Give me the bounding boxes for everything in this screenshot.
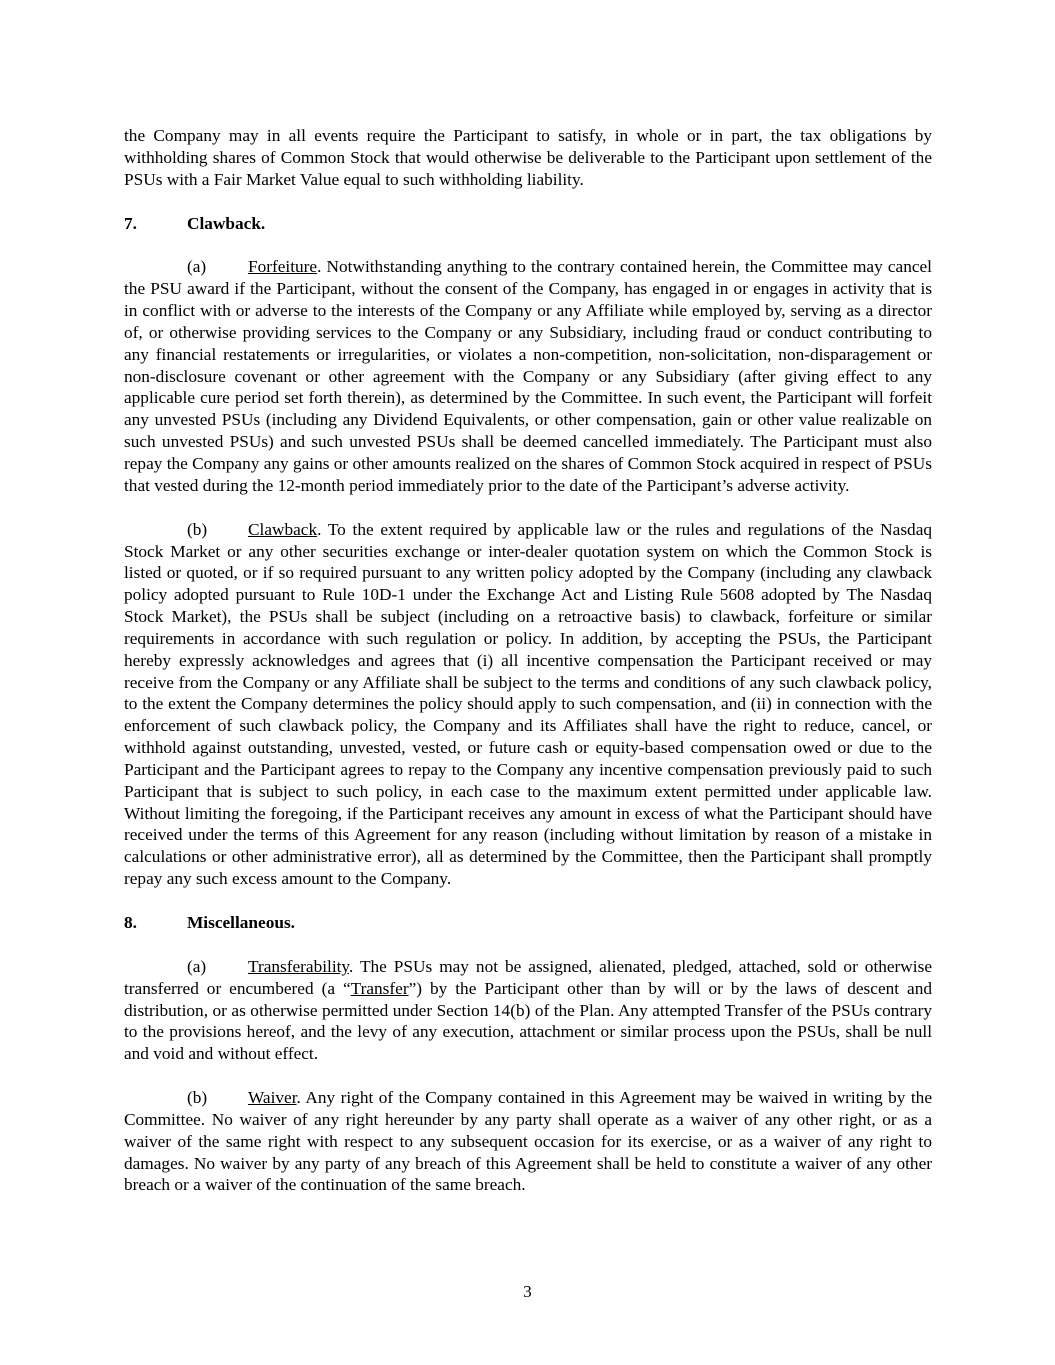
section-7-heading: [124, 213, 932, 235]
section-8a-paragraph: [124, 956, 932, 1065]
page-body: [124, 125, 932, 1196]
page-number: 3: [523, 1282, 532, 1301]
section-8b-paragraph: [124, 1087, 932, 1196]
section-7a-text: . Notwithstanding anything to the contrary contained herein, the Committee may cancel the PSU award if the Participant, without the consent of the Company, has engaged in or engages in activity that is in conflict with or adverse to the interests of the Company or any Affiliate while employed by, serving as a director of, or otherwise providing services to the Company or any Subsidiary, including fraud or conduct contributing to any financial restatements or irregularities, or violates a non-competition, non-solicitation, non-disparagement or non-disclosure covenant or other agreement with the Company or any Subsidiary (after giving effect to any applicable cure period set forth therein), as determined by the Committee. In such event, the Participant will forfeit any unvested PSUs (including any Dividend Equivalents, or other compensation, gain or other value realizable on such unvested PSUs) and such unvested PSUs shall be deemed cancelled immediately. The Participant must also repay the Company any gains or other amounts realized on the shares of Common Stock acquired in respect of PSUs that vested during the 12-month period immediately prior to the date of the Participant’s adverse activity.: [124, 257, 932, 495]
section-7-number: 7.: [124, 213, 137, 233]
section-8-title: Miscellaneous.: [187, 913, 295, 932]
section-7a-term: Forfeiture: [248, 257, 318, 277]
section-8a-label: (a): [187, 956, 207, 976]
section-7b-paragraph: [124, 519, 932, 890]
section-8a-term: Transferability: [248, 956, 349, 976]
section-7b-text: . To the extent required by applicable law or the rules and regulations of the Nasdaq Stock Market or any other securities exchange or inter-dealer quotation system on which the Common Stock is listed or quoted, or if so required pursuant to any written policy adopted by the Company (including any clawback policy adopted pursuant to Rule 10D-1 under the Exchange Act and Listing Rule 5608 adopted by The Nasdaq Stock Market), the PSUs shall be subject (including on a retroactive basis) to clawback, forfeiture or similar requirements in accordance with such regulation or policy. In addition, by accepting the PSUs, the Participant hereby expressly acknowledges and agrees that (i) all incentive compensation the Participant received or may receive from the Company or any Affiliate shall be subject to the terms and conditions of any such clawback policy, to the extent the Company determines the policy should apply to such compensation, and (ii) in connection with the enforcement of such clawback policy, the Company and its Affiliates shall have the right to reduce, cancel, or withhold against outstanding, unvested, vested, or future cash or equity-based compensation owed or due to the Participant and the Participant agrees to repay to the Company any incentive compensation previously paid to such Participant that is subject to such policy, in each case to the maximum extent permitted under applicable law. Without limiting the foregoing, if the Participant receives any amount in excess of what the Participant should have received under the terms of this Agreement for any reason (including without limitation by reason of a mistake in calculations or other administrative error), all as determined by the Committee, then the Participant shall promptly repay any such excess amount to the Company.: [124, 519, 932, 889]
section-7a-paragraph: [124, 256, 932, 496]
section-8-number: 8.: [124, 913, 137, 932]
section-7b-label: (b): [187, 519, 208, 539]
section-7-title: Clawback.: [187, 213, 266, 233]
section-8b-label: (b): [187, 1088, 208, 1108]
intro-paragraph: the Company may in all events require the Participant to satisfy, in whole or in part, the tax obligations by withholding shares of Common Stock that would otherwise be deliverable to the Participant upon settlement of the PSUs with a Fair Market Value equal to such withholding liability.: [124, 126, 932, 189]
section-7a-label: (a): [187, 257, 207, 277]
section-8-heading: [124, 912, 932, 934]
section-8a-defined-term: Transfer: [350, 978, 409, 998]
section-8b-text: . Any right of the Company contained in this Agreement may be waived in writing by the Committee. No waiver of any right hereunder by any party shall operate as a waiver of any other right, or as a waiver of the same right with respect to any subsequent occasion for its exercise, or as a waiver of any right to damages. No waiver by any party of any breach of this Agreement shall be held to constitute a waiver of any other breach or a waiver of the continuation of the same breach.: [124, 1088, 932, 1195]
section-8a-text-2: ”) by the Participant other than by will or by the laws of descent and distribution, or as otherwise permitted under Section 14(b) of the Plan. Any attempted Transfer of the PSUs contrary to the provisions hereof, and the levy of any execution, attachment or similar process upon the PSUs, shall be null and void and without effect.: [124, 978, 932, 1064]
section-7b-term: Clawback: [248, 519, 318, 539]
section-8a-text-1: . The PSUs may not be assigned, alienated, pledged, attached, sold or otherwise transferred or encumbered (a “: [124, 956, 932, 998]
section-8b-term: Waiver: [248, 1088, 297, 1108]
